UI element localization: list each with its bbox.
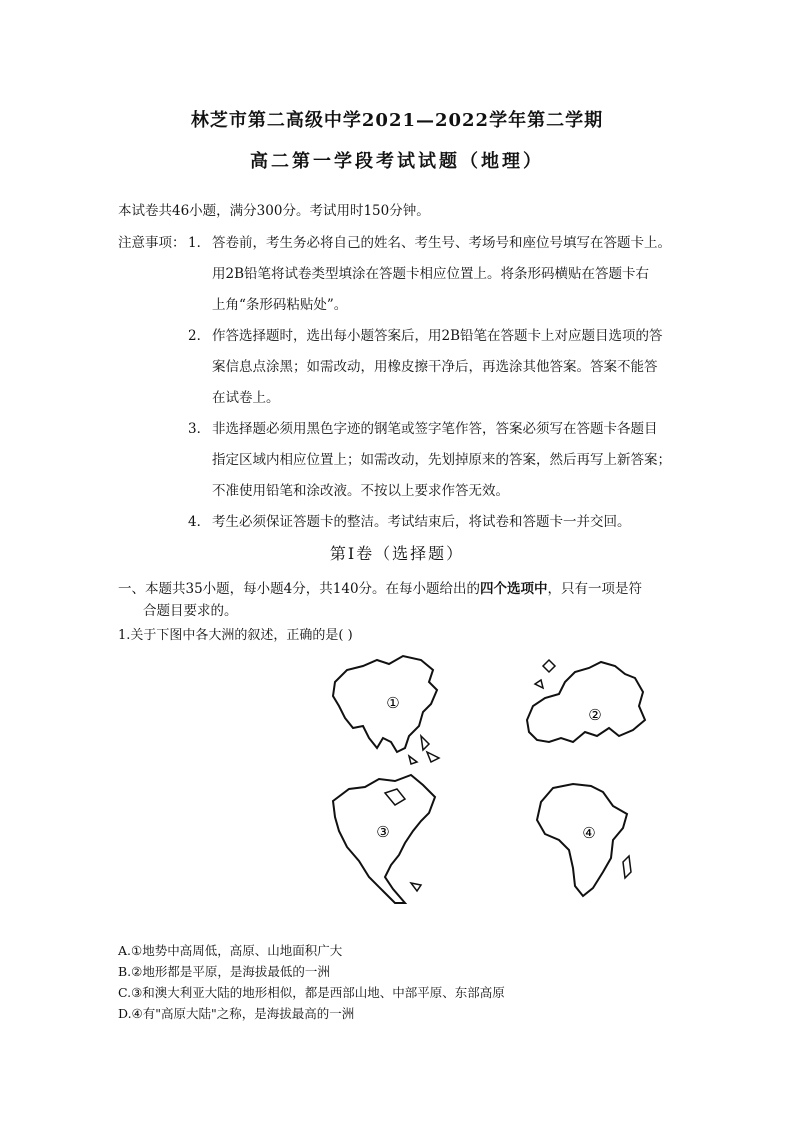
option-d[interactable]: D.④有"高原大陆"之称，是海拔最高的一洲 bbox=[118, 1006, 355, 1021]
europe-map-icon bbox=[515, 658, 655, 752]
notice-item-text: 案信息点涂黑；如需改动，用橡皮擦干净后，再选涂其他答案。答案不能答 bbox=[212, 359, 658, 375]
africa-map-icon bbox=[533, 780, 637, 900]
exam-intro: 本试卷共46小题，满分300分。考试用时150分钟。 bbox=[118, 203, 430, 219]
section-instructions-prefix: 一、本题共35小题，每小题4分，共140分。在每小题给出的 bbox=[118, 581, 481, 597]
exam-title: 林芝市第二高级中学2021—2022学年第二学期 bbox=[190, 110, 604, 131]
notice-item-number: 1． bbox=[188, 235, 211, 251]
map-label: ① bbox=[386, 694, 400, 712]
option-b[interactable]: B.②地形都是平原，是海拔最低的一洲 bbox=[118, 964, 330, 979]
notice-item-text: 在试卷上。 bbox=[212, 390, 280, 406]
notice-item-text: 不准使用铅笔和涂改液。不按以上要求作答无效。 bbox=[212, 483, 509, 499]
asia-map-icon bbox=[325, 652, 447, 768]
north-america-map-icon bbox=[325, 773, 443, 909]
map-label: ③ bbox=[376, 823, 390, 841]
exam-subtitle: 高二第一学段考试试题（地理） bbox=[250, 151, 544, 172]
map-label: ② bbox=[588, 706, 602, 724]
notice-item-text: 用2B铅笔将试卷类型填涂在答题卡相应位置上。将条形码横贴在答题卡右 bbox=[212, 266, 650, 282]
option-c[interactable]: C.③和澳大利亚大陆的地形相似，都是西部山地、中部平原、东部高原 bbox=[118, 985, 505, 1000]
section-instructions-suffix: ，只有一项是符 bbox=[547, 581, 643, 597]
section-title: 第Ⅰ卷（选择题） bbox=[329, 544, 465, 563]
notice-item-text: 上角“条形码粘贴处”。 bbox=[212, 297, 348, 313]
map-label: ④ bbox=[582, 824, 596, 842]
section-instructions-bold: 四个选项中 bbox=[480, 581, 548, 597]
notice-item-number: 4． bbox=[188, 514, 211, 530]
section-instructions bbox=[118, 577, 642, 597]
question-stem: 1.关于下图中各大洲的叙述，正确的是( ) bbox=[118, 628, 353, 643]
notice-item-text: 作答选择题时，选出每小题答案后，用2B铅笔在答题卡上对应题目选项的答 bbox=[212, 328, 663, 344]
notice-label: 注意事项： bbox=[118, 235, 186, 251]
notice-item-number: 3． bbox=[188, 421, 211, 437]
notice-item-text: 考生必须保证答题卡的整洁。考试结束后，将试卷和答题卡一并交回。 bbox=[212, 514, 631, 530]
notice-item-text: 非选择题必须用黑色字迹的钢笔或签字笔作答，答案必须写在答题卡各题目 bbox=[212, 421, 658, 437]
notice-item-text: 答卷前，考生务必将自己的姓名、考生号、考场号和座位号填写在答题卡上。 bbox=[212, 235, 671, 251]
notice-item-number: 2． bbox=[188, 328, 211, 344]
notice-item-text: 指定区域内相应位置上；如需改动，先划掉原来的答案，然后再写上新答案； bbox=[212, 452, 671, 468]
section-instructions-line2: 合题目要求的。 bbox=[143, 603, 238, 619]
option-a[interactable]: A.①地势中高周低，高原、山地面积广大 bbox=[118, 943, 343, 958]
